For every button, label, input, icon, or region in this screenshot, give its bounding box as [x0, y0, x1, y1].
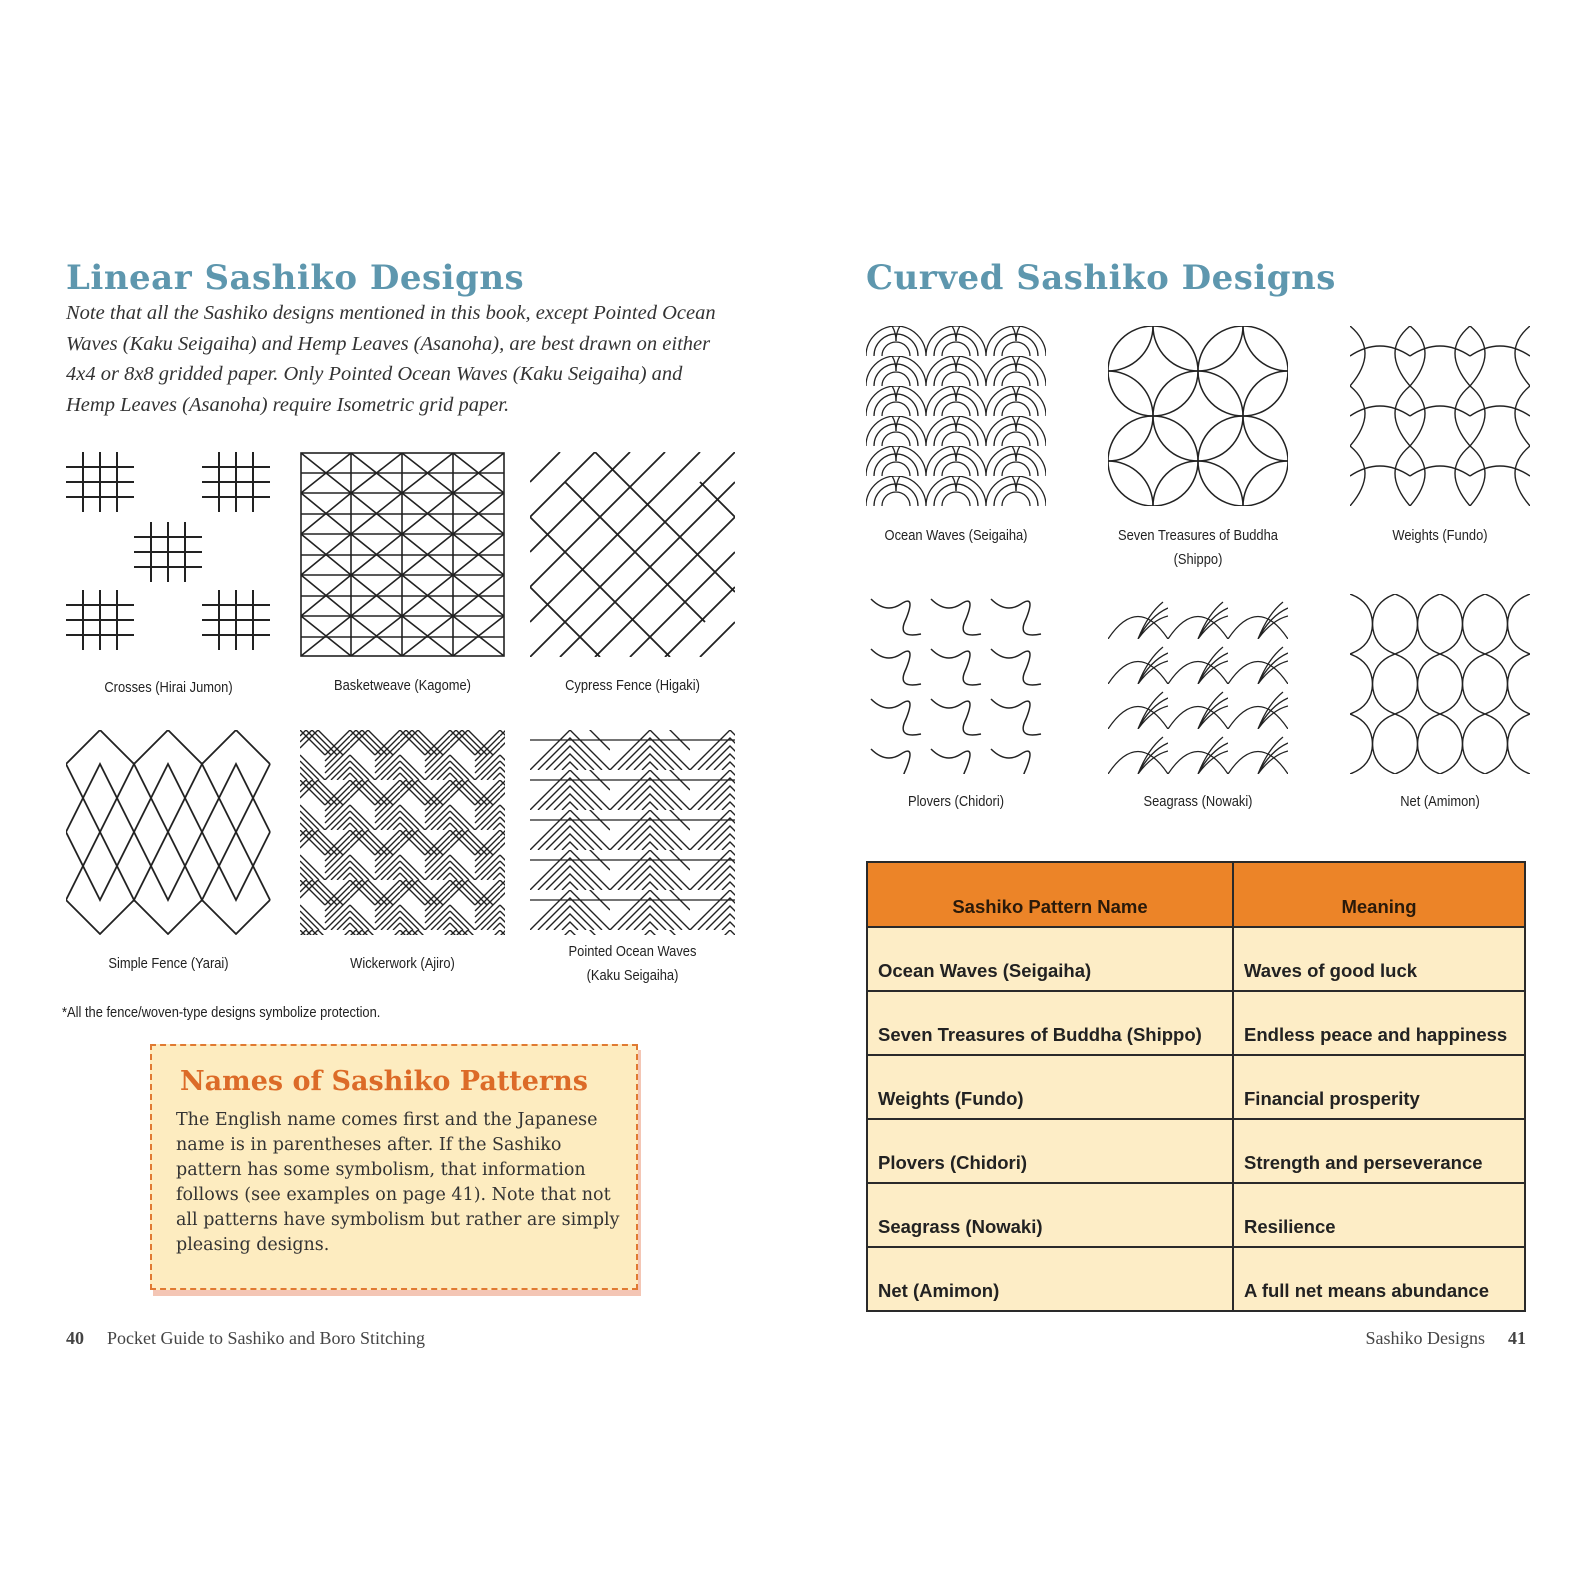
table-row	[867, 1247, 1525, 1311]
right-footer	[1365, 1328, 1526, 1349]
plovers-pattern-icon	[866, 594, 1046, 774]
pattern-meaning-table	[866, 861, 1526, 1312]
table-row	[867, 1055, 1525, 1119]
pattern-caption: Plovers (Chidori)	[907, 793, 1005, 810]
footnote: *All the fence/woven-type designs symbolize protection.	[62, 1004, 381, 1021]
pattern-caption: Weights (Fundo)	[1392, 527, 1488, 544]
table-row	[867, 1183, 1525, 1247]
weights-pattern-icon	[1350, 326, 1530, 506]
table-header-cell: Meaning	[1233, 862, 1525, 927]
intro-line: Note that all the Sashiko designs mentioned in this book, except Pointed Ocean	[66, 302, 716, 324]
table-row	[867, 927, 1525, 991]
ocean-waves-pattern-icon	[866, 326, 1046, 506]
basketweave-pattern-icon	[300, 452, 505, 657]
pattern-caption-two-line	[1112, 524, 1284, 572]
left-footer	[66, 1328, 425, 1349]
pattern-caption: Ocean Waves (Seigaiha)	[884, 527, 1028, 544]
callout-text: The English name comes first and the Japanese name is in parentheses after. If the Sashiko pattern has some symbolism, that information follows (see examples on page 41). Note that not all patterns have symbolism but rather are simply pleasing designs.	[176, 1110, 620, 1255]
table-row	[867, 1119, 1525, 1183]
intro-line: Hemp Leaves (Asanoha) require Isometric grid paper.	[66, 393, 510, 416]
table-header-cell: Sashiko Pattern Name	[867, 862, 1233, 927]
caption-line: (Kaku Seigaiha)	[586, 967, 679, 984]
pattern-caption: Wickerwork (Ajiro)	[350, 955, 455, 972]
caption-line: Seven Treasures of Buddha	[1118, 527, 1278, 544]
pattern-caption: Net (Amimon)	[1400, 793, 1480, 810]
pattern-caption: Seagrass (Nowaki)	[1143, 793, 1253, 810]
table-row	[867, 991, 1525, 1055]
pattern-caption: Cypress Fence (Higaki)	[565, 677, 700, 694]
crosses-pattern-icon	[66, 452, 271, 657]
table-cell: Strength and perseverance	[1233, 1119, 1525, 1183]
pointed-ocean-waves-pattern-icon	[530, 730, 735, 935]
caption-line: (Shippo)	[1173, 551, 1223, 568]
wickerwork-pattern-icon	[300, 730, 505, 935]
simple-fence-pattern-icon	[66, 730, 271, 935]
curved-designs-heading: Curved Sashiko Designs	[866, 258, 1336, 298]
table-cell: Seven Treasures of Buddha (Shippo)	[867, 991, 1233, 1055]
table-cell: Endless peace and happiness	[1233, 991, 1525, 1055]
net-pattern-icon	[1350, 594, 1530, 774]
table-cell: Weights (Fundo)	[867, 1055, 1233, 1119]
table-cell: Net (Amimon)	[867, 1247, 1233, 1311]
seven-treasures-pattern-icon	[1108, 326, 1288, 506]
intro-line: Waves (Kaku Seigaiha) and Hemp Leaves (Asanoha), are best drawn on either	[66, 332, 711, 355]
cypress-fence-pattern-icon	[530, 452, 735, 657]
right-running-title: Sashiko Designs	[1365, 1328, 1485, 1348]
intro-line: 4x4 or 8x8 gridded paper. Only Pointed Ocean Waves (Kaku Seigaiha) and	[66, 363, 683, 385]
table-cell: Plovers (Chidori)	[867, 1119, 1233, 1183]
seagrass-pattern-icon	[1108, 594, 1288, 774]
callout-title: Names of Sashiko Patterns	[180, 1066, 588, 1097]
table-cell: Financial prosperity	[1233, 1055, 1525, 1119]
pattern-caption: Crosses (Hirai Jumon)	[104, 679, 233, 696]
table-cell: A full net means abundance	[1233, 1247, 1525, 1311]
linear-designs-heading: Linear Sashiko Designs	[66, 258, 525, 298]
caption-line: Pointed Ocean Waves	[568, 943, 697, 960]
table-cell: Seagrass (Nowaki)	[867, 1183, 1233, 1247]
right-page-number: 41	[1508, 1328, 1526, 1348]
table-header-row	[867, 862, 1525, 927]
pattern-caption: Basketweave (Kagome)	[334, 677, 471, 694]
left-running-title: Pocket Guide to Sashiko and Boro Stitching	[107, 1328, 425, 1348]
pattern-caption: Simple Fence (Yarai)	[108, 955, 229, 972]
pattern-caption-two-line	[544, 940, 720, 988]
intro-paragraph	[66, 298, 746, 420]
table-cell: Ocean Waves (Seigaiha)	[867, 927, 1233, 991]
table-cell: Resilience	[1233, 1183, 1525, 1247]
left-page-number: 40	[66, 1328, 84, 1348]
table-cell: Waves of good luck	[1233, 927, 1525, 991]
